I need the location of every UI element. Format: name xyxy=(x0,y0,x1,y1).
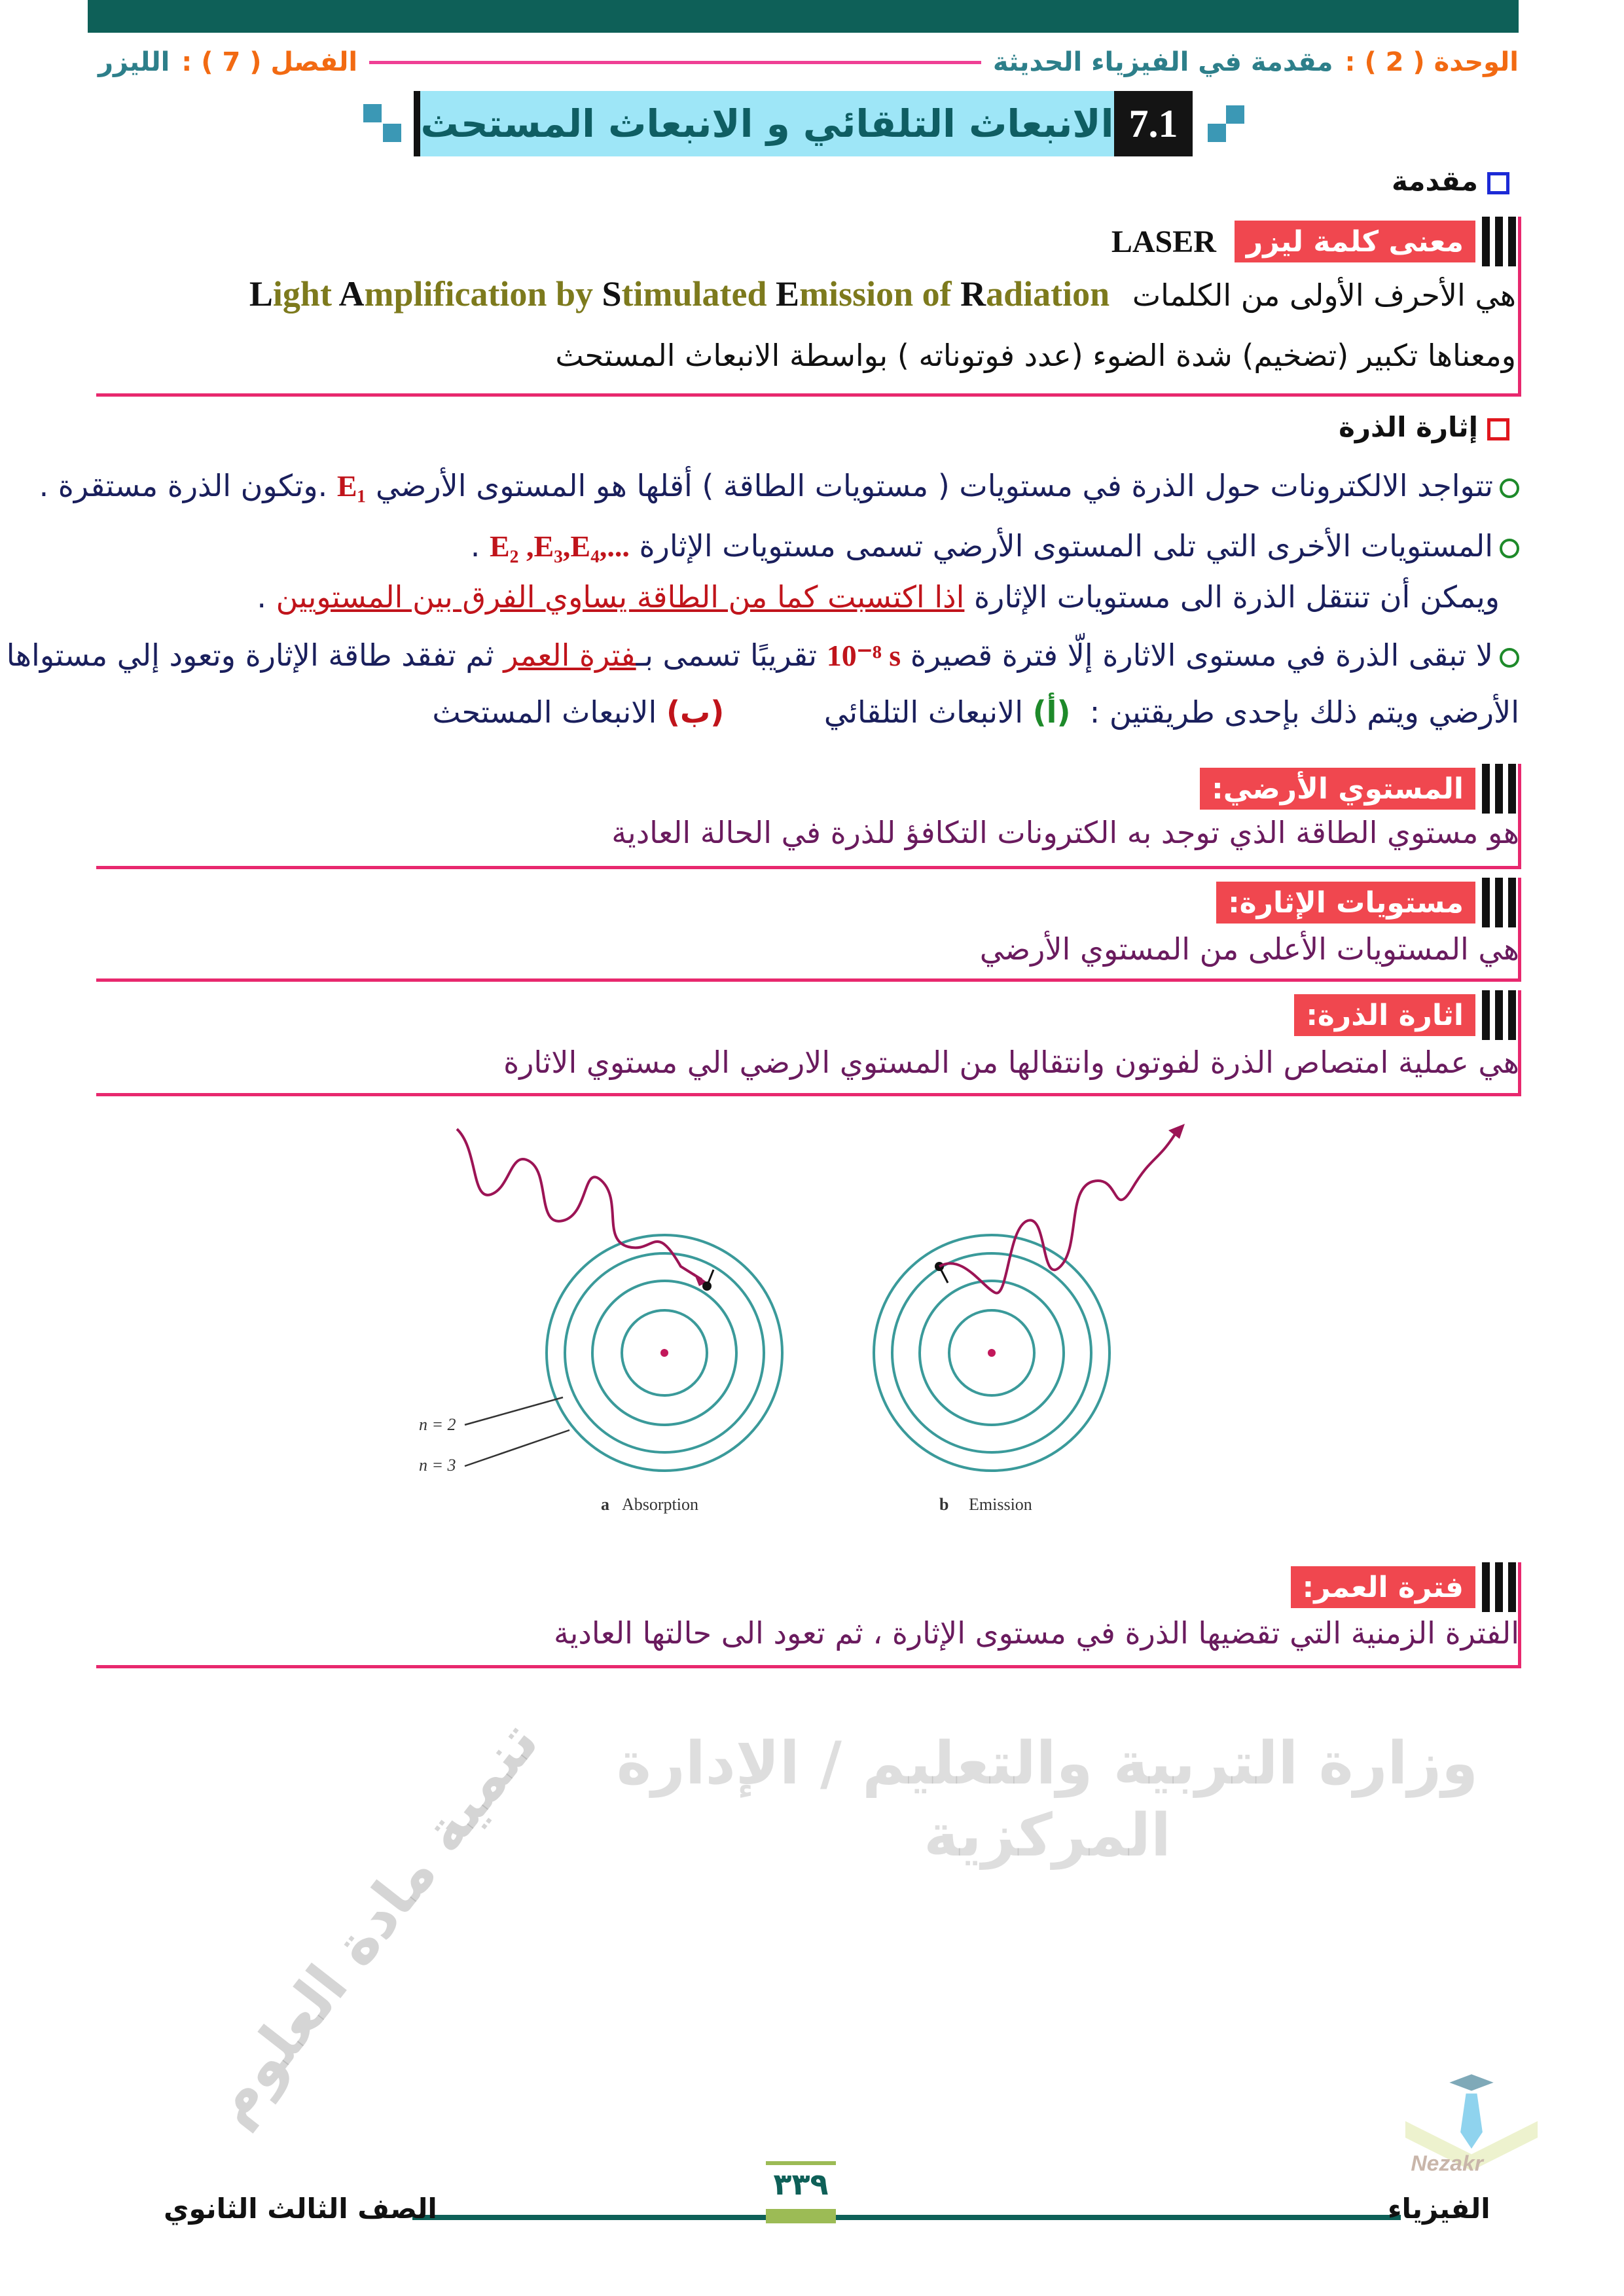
checkbox-icon xyxy=(1487,418,1509,440)
def-text: هي المستويات الأعلى من المستوي الأرضي xyxy=(979,931,1519,967)
bullet-3-cont: الأرضي ويتم ذلك بإحدى طريقتين : (أ) الانبعاث التلقائي (ب) الانبعاث المستحث xyxy=(432,694,1519,730)
def-label: اثارة الذرة: xyxy=(1294,994,1475,1036)
decor-square xyxy=(1208,124,1226,142)
page-header xyxy=(98,39,1519,85)
arrow-head xyxy=(1168,1124,1185,1139)
watermark: وزارة التربية والتعليم / الإدارة المركزية xyxy=(616,1729,1479,1870)
excitation-heading-text: إثارة الذرة xyxy=(1339,411,1478,443)
n2-label: n = 2 xyxy=(419,1415,456,1434)
bars-icon xyxy=(1482,990,1516,1040)
page-bar xyxy=(766,2161,836,2165)
laser-acronym: Light Amplification by Stimulated Emission of Radiation xyxy=(249,274,1110,314)
incoming-photon-wave xyxy=(457,1129,702,1280)
nucleus xyxy=(988,1349,996,1357)
emitted-photon-wave xyxy=(939,1129,1178,1293)
def-tag xyxy=(1216,878,1516,927)
def-tag xyxy=(1291,1562,1516,1612)
def-text: الفترة الزمنية التي تقضيها الذرة في مستوى الإثارة ، ثم تعود الى حالتها العادية xyxy=(553,1615,1519,1651)
def-label: المستوي الأرضي: xyxy=(1200,768,1475,810)
laser-label: معنى كلمة ليزر xyxy=(1235,221,1475,262)
laser-word: LASER xyxy=(1111,224,1216,259)
bullet-3: لا تبقى الذرة في مستوى الاثارة إلّا فترة قصيرة 10⁻⁸ s تقريبًا تسمى بـفترة العمر ثم تفقد طاقة الإثارة وتعود إلي مستواها xyxy=(7,637,1519,673)
laser-line2: ومعناها تكبير (تضخيم) شدة الضوء (عدد فوتوناته ) بواسطة الانبعاث المستحث xyxy=(555,338,1516,373)
circle-bullet-icon xyxy=(1500,648,1519,668)
fig-b-letter: b xyxy=(939,1495,949,1514)
nucleus xyxy=(660,1349,668,1357)
intro-heading xyxy=(1392,165,1509,197)
watermark: تنمية مادة العلوم xyxy=(196,1708,552,2137)
circle-bullet-icon xyxy=(1500,478,1519,498)
def-text: هو مستوي الطاقة الذي توجد به الكترونات التكافؤ للذرة في الحالة العادية xyxy=(611,815,1519,850)
section-heading: الانبعاث التلقائي و الانبعاث المستحث xyxy=(420,91,1114,156)
bars-icon xyxy=(1482,217,1516,266)
nezakr-logo xyxy=(1394,2072,1549,2176)
page-bar xyxy=(766,2209,836,2223)
fig-b-caption: Emission xyxy=(969,1495,1032,1514)
checkbox-icon xyxy=(1487,172,1509,194)
bullet-1: تتواجد الالكترونات حول الذرة في مستويات ( مستويات الطاقة ) أقلها هو المستوى الأرضي E₁ .وتكون الذرة مستقرة . xyxy=(39,468,1519,503)
chapter-title: الليزر xyxy=(98,47,170,77)
laser-tag xyxy=(1111,217,1516,266)
n3-label: n = 3 xyxy=(419,1456,456,1475)
laser-line1 xyxy=(249,274,1516,314)
circle-bullet-icon xyxy=(1500,539,1519,558)
bullet-2: المستويات الأخرى التي تلى المستوى الأرضي تسمى مستويات الإثارة E₂ ,E₃,E₄,... . xyxy=(471,528,1519,564)
unit-label: الوحدة ( 2 ) : xyxy=(1344,47,1519,77)
chapter-label: الفصل ( 7 ) : xyxy=(181,47,358,77)
def-tag xyxy=(1200,764,1516,814)
def-tag xyxy=(1294,990,1516,1040)
fig-a-caption: Absorption xyxy=(622,1495,698,1514)
decor-square xyxy=(1226,105,1244,124)
footer-divider xyxy=(412,2215,1401,2220)
bars-icon xyxy=(1482,764,1516,814)
bullet-2-cont: ويمكن أن تنتقل الذرة الى مستويات الإثارة اذا اكتسبت كما من الطاقة يساوي الفرق بين المستويين . xyxy=(257,579,1500,615)
header-divider xyxy=(369,61,981,64)
unit-title: مقدمة في الفيزياء الحديثة xyxy=(992,47,1333,77)
bars-icon xyxy=(1482,878,1516,927)
def-label: فترة العمر: xyxy=(1291,1566,1475,1608)
bars-icon xyxy=(1482,1562,1516,1612)
def-text: هي عملية امتصاص الذرة لفوتون وانتقالها من المستوي الارضي الي مستوي الاثارة xyxy=(503,1045,1519,1080)
decor-square xyxy=(363,104,382,122)
laser-line1-text: هي الأحرف الأولى من الكلمات xyxy=(1132,278,1516,313)
title-box xyxy=(414,91,1193,156)
subject-label: الفيزياء xyxy=(1388,2193,1490,2225)
page-number: ٣٣٩ xyxy=(773,2166,829,2202)
intro-heading-text: مقدمة xyxy=(1392,165,1478,197)
excitation-heading xyxy=(1339,411,1509,443)
top-bar xyxy=(88,0,1519,33)
fig-a-letter: a xyxy=(601,1495,609,1514)
def-label: مستويات الإثارة: xyxy=(1216,882,1475,924)
svg-text:Nezakr: Nezakr xyxy=(1411,2151,1483,2176)
section-title xyxy=(363,91,1244,156)
section-number: 7.1 xyxy=(1114,91,1193,156)
decor-square xyxy=(383,124,401,142)
grade-label: الصف الثالث الثانوي xyxy=(164,2193,437,2225)
absorption-emission-figure xyxy=(406,1122,1204,1522)
